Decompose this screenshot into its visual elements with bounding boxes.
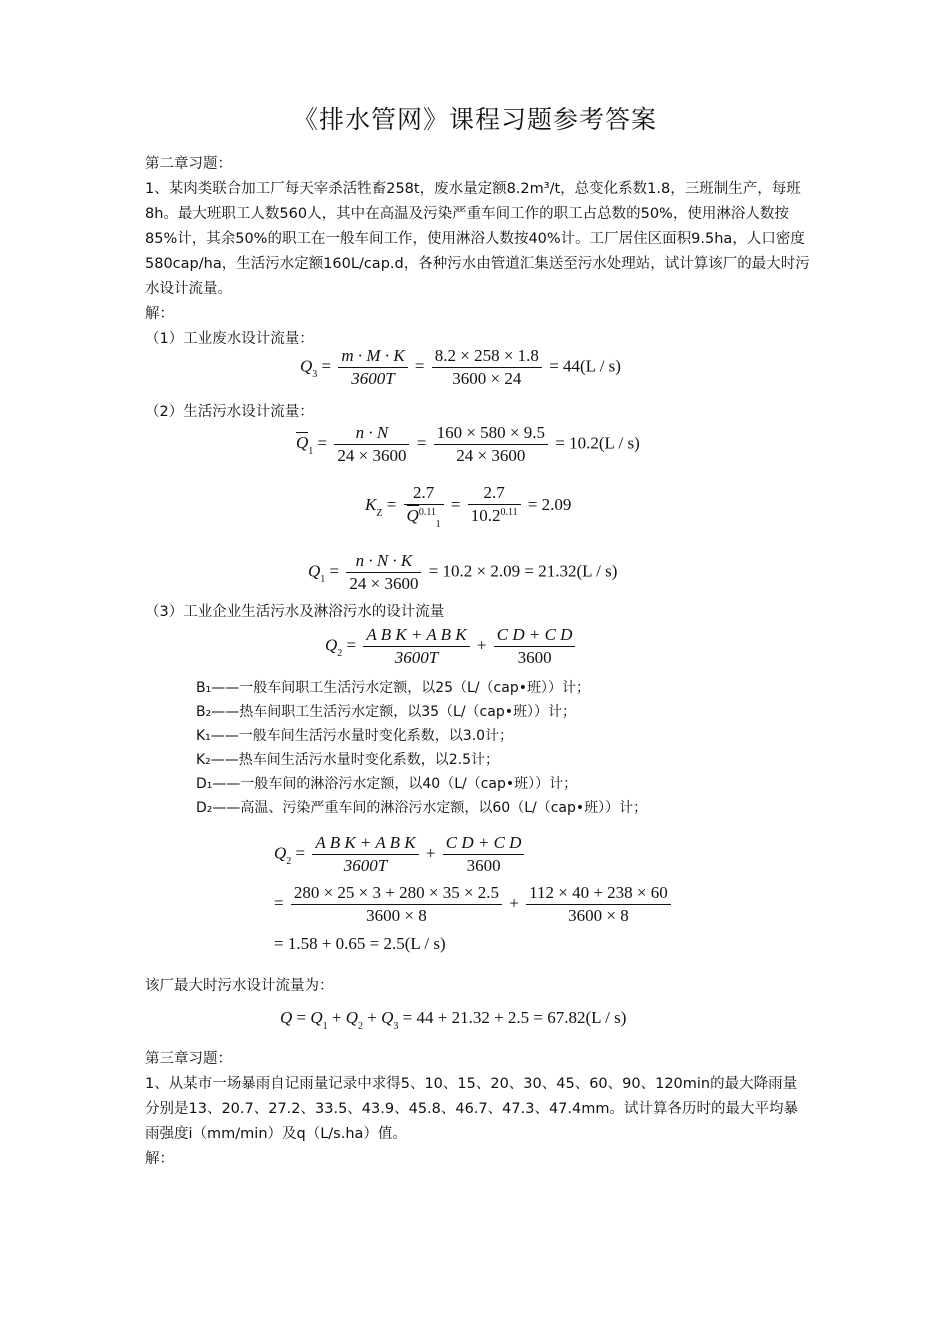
definition-b2: B₂——热车间职工生活污水定额，以35（L/（cap•班））计； bbox=[196, 704, 576, 720]
step1-label: （1）工业废水设计流量： bbox=[145, 331, 314, 347]
q2l2-num1: 280 × 25 × 3 + 280 × 35 × 2.5 bbox=[291, 882, 502, 905]
equation-q2-line3: = 1.58 + 0.65 = 2.5(L / s) bbox=[274, 934, 446, 953]
chapter2-problem: 1、某肉类联合加工厂每天宰杀活牲畜258t，废水量定额8.2m³/t，总变化系数1.8，三班制生产，每班8h。最大班职工人数560人，其中在高温及污染严重车间工作的职工占总数的50%，使用淋浴人数按85%计，其余50%的职工在一般车间工作，使用淋浴人数按40%计。工厂居住区面积9.5ha，人口密度580cap/ha，生活污水定额160L/cap.d，各种污水由管道汇集送至污水处理站，试计算该厂的最大时污水设计流量。 bbox=[145, 181, 810, 297]
kz-num1: 2.7 bbox=[404, 482, 444, 505]
definition-k1: K₁——一般车间生活污水量时变化系数，以3.0计； bbox=[196, 728, 514, 744]
q2c-num2: C D + C D bbox=[443, 832, 525, 855]
step3-label: （3）工业企业生活污水及淋浴污水的设计流量 bbox=[145, 604, 445, 620]
q2l2-den1: 3600 × 8 bbox=[366, 906, 427, 925]
q2c-num1: A B K + A B K bbox=[312, 832, 418, 855]
chapter3-heading: 第三章习题： bbox=[145, 1051, 232, 1067]
definition-k2: K₂——热车间生活污水量时变化系数，以2.5计； bbox=[196, 752, 500, 768]
q2l2-den2: 3600 × 8 bbox=[568, 906, 629, 925]
equation-total: $Q = Q_1 + Q_2 + Q_3 = 44 + 21.32 + 2.5 = 67.82(L / s)$ bbox=[280, 1008, 627, 1032]
q1-result: = 10.2 × 2.09 = 21.32(L / s) bbox=[428, 561, 618, 581]
q2l2-num2: 112 × 40 + 238 × 60 bbox=[526, 882, 671, 905]
definition-d1: D₁——一般车间的淋浴污水定额，以40（L/（cap•班））计； bbox=[196, 776, 578, 792]
q2-den2: 3600 bbox=[517, 648, 552, 667]
kz-result: = 2.09 bbox=[527, 494, 572, 514]
q1bar-num2: 160 × 580 × 9.5 bbox=[434, 422, 548, 445]
q1bar-den1: 24 × 3600 bbox=[337, 446, 407, 465]
q2-num1: A B K + A B K bbox=[363, 624, 469, 647]
q2c-den2: 3600 bbox=[466, 856, 501, 875]
chapter2-heading: 第二章习题： bbox=[145, 156, 232, 172]
equation-q2-line2: = $\frac{280 \times 25 \times 3 + 280 \times 35 \times 2.5}{3600 \times 8}$ + $\frac{112 \times 40 + 238 \times 60}{3600 \times 8}$ bbox=[274, 882, 674, 927]
q1bar-result: = 10.2(L / s) bbox=[555, 433, 640, 453]
total-label: 该厂最大时污水设计流量为： bbox=[145, 978, 334, 994]
equation-kz: $K_Z$ = $\frac{2.7}{Q^{0.11}_1}$ = $\frac{2.7}{10.2^{0.11}}$ = 2.09 bbox=[365, 483, 572, 530]
chapter3-problem: 1、从某市一场暴雨自记雨量记录中求得5、10、15、20、30、45、60、90、120min的最大降雨量分别是13、20.7、27.2、33.5、43.9、45.8、46.7、47.3、47.4mm。试计算各历时的最大平均暴雨强度i（mm/min）及q（L/s.ha）值。 bbox=[145, 1076, 798, 1142]
definition-d2: D₂——高温、污染严重车间的淋浴污水定额，以60（L/（cap•班））计； bbox=[196, 800, 648, 816]
equation-q3: $Q_3$ = $\frac{m \cdot M \cdot K}{3600T}$ = $\frac{8.2 \times 258 \times 1.8}{3600 \times 24}$ = 44(L / s) bbox=[300, 346, 621, 388]
q2-num2: C D + C D bbox=[494, 624, 576, 647]
chapter2-solution-label: 解： bbox=[145, 306, 174, 322]
step2-label: （2）生活污水设计流量： bbox=[145, 404, 314, 420]
q1-num: n · N · K bbox=[346, 550, 421, 573]
kz-num2: 2.7 bbox=[468, 482, 521, 505]
q3-den1: 3600T bbox=[351, 369, 395, 388]
chapter3-solution-label: 解： bbox=[145, 1151, 174, 1167]
equation-q2-line1: $Q_2$ = $\frac{\text{A B K + A B K}}{3600T}$ + $\frac{\text{C D + C D}}{3600}$ bbox=[274, 832, 527, 877]
equation-q1-average: $Q_1$ = $\frac{n \cdot N}{24 \times 3600}$ = $\frac{160 \times 580 \times 9.5}{24 \times 3600}$ = 10.2(L / s) bbox=[296, 423, 640, 465]
q3-num2: 8.2 × 258 × 1.8 bbox=[432, 345, 542, 368]
q2c-den1: 3600T bbox=[343, 856, 388, 875]
equation-q2-general: $Q_2$ = $\frac{\text{A B K + A B K}}{3600T}$ + $\frac{\text{C D + C D}}{3600}$ bbox=[325, 624, 578, 669]
equation-q1: $Q_1$ = $\frac{n \cdot N \cdot K}{24 \times 3600}$ = 10.2 × 2.09 = 21.32(L / s) bbox=[308, 551, 618, 593]
definition-b1: B₁——一般车间职工生活污水定额，以25（L/（cap•班））计； bbox=[196, 680, 590, 696]
q3-num1: m · M · K bbox=[338, 345, 407, 368]
q1-den: 24 × 3600 bbox=[349, 574, 419, 593]
q1bar-num1: n · N bbox=[334, 422, 409, 445]
q1bar-den2: 24 × 3600 bbox=[456, 446, 526, 465]
page-title: 《排水管网》课程习题参考答案 bbox=[292, 105, 657, 134]
total-result: = 44 + 21.32 + 2.5 = 67.82(L / s) bbox=[402, 1008, 627, 1027]
q3-den2: 3600 × 24 bbox=[452, 369, 522, 388]
q2-den1: 3600T bbox=[394, 648, 439, 667]
q3-result: = 44(L / s) bbox=[549, 356, 621, 376]
